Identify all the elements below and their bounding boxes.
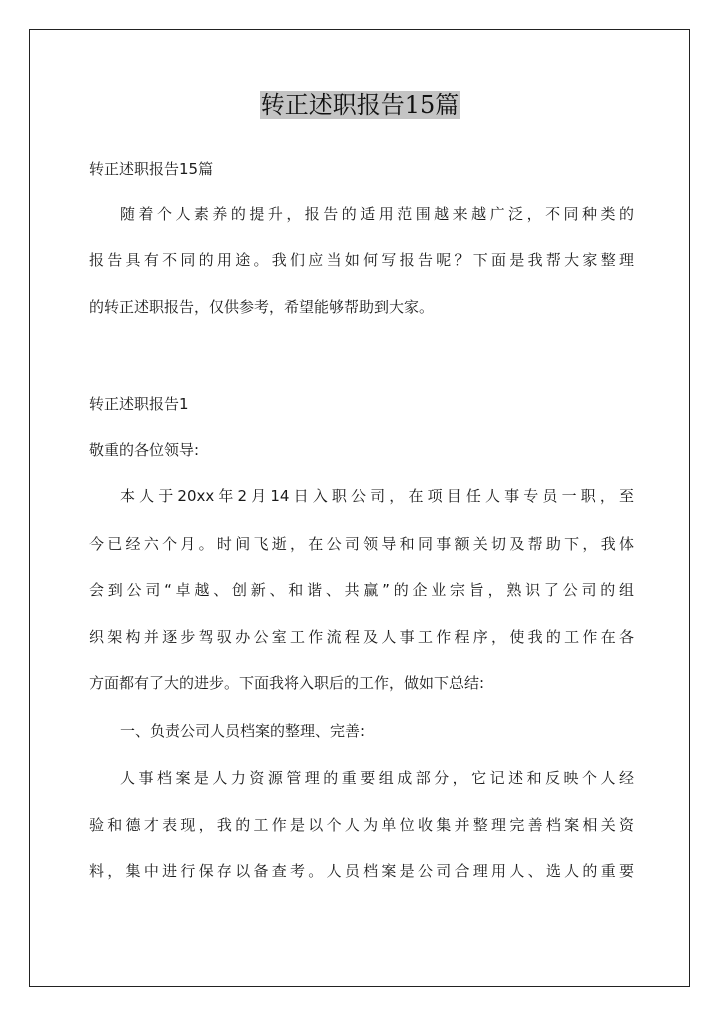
document-title-text: 转正述职报告15篇 [260, 91, 460, 119]
paragraph-line: 料，集中进行保存以备查考。人员档案是公司合理用人、选人的重要 [89, 862, 634, 880]
paragraph-line: 随着个人素养的提升，报告的适用范围越来越广泛，不同种类的 [120, 205, 634, 223]
document-title [0, 87, 720, 123]
paragraph-line: 会到公司“卓越、创新、和谐、共赢”的企业宗旨，熟识了公司的组 [89, 581, 634, 599]
salutation-line: 敬重的各位领导: [89, 441, 200, 459]
paragraph-line: 方面都有了大的进步。下面我将入职后的工作，做如下总结: [89, 674, 485, 692]
paragraph-line: 今已经六个月。时间飞逝，在公司领导和同事额关切及帮助下，我体 [89, 535, 634, 553]
paragraph-line: 织架构并逐步驾驭办公室工作流程及人事工作程序，使我的工作在各 [89, 628, 634, 646]
paragraph-line: 的转正述职报告，仅供参考，希望能够帮助到大家。 [89, 298, 435, 316]
subtitle-line: 转正述职报告15篇 [89, 160, 214, 178]
section-heading: 转正述职报告1 [89, 395, 189, 413]
paragraph-line: 人事档案是人力资源管理的重要组成部分，它记述和反映个人经 [120, 769, 634, 787]
paragraph-line: 报告具有不同的用途。我们应当如何写报告呢？下面是我帮大家整理 [89, 251, 634, 269]
subsection-heading: 一、负责公司人员档案的整理、完善: [120, 722, 366, 740]
paragraph-line: 本人于20xx年2月14日入职公司，在项目任人事专员一职，至 [120, 487, 634, 505]
paragraph-line: 验和德才表现，我的工作是以个人为单位收集并整理完善档案相关资 [89, 816, 634, 834]
